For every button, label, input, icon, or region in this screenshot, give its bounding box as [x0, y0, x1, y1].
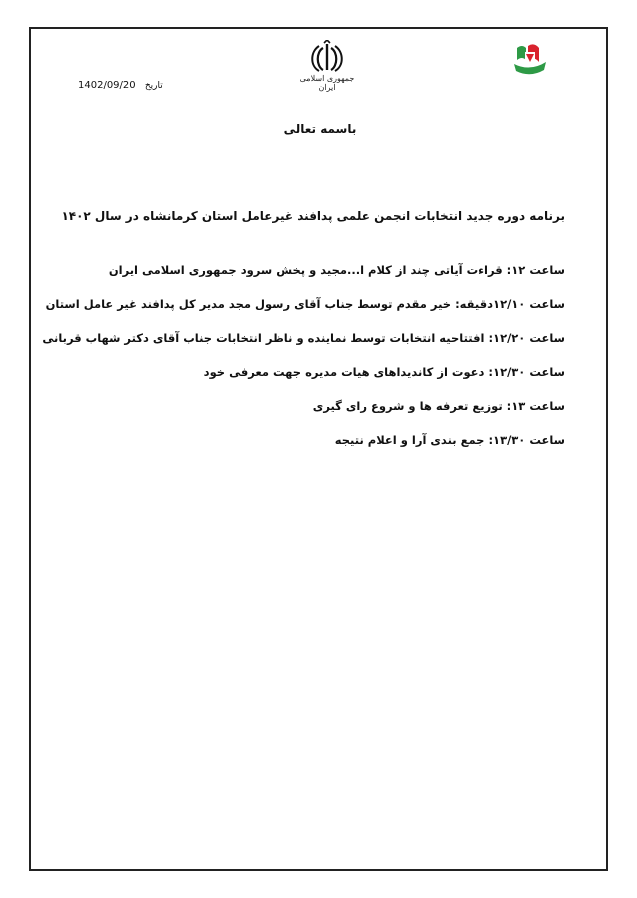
date-label: تاریخ: [144, 81, 163, 91]
passive-defense-logo-icon: [511, 42, 549, 78]
date-line: [78, 80, 163, 91]
basmala-heading: باسمه تعالی: [283, 122, 357, 136]
schedule-list: [42, 261, 565, 465]
schedule-item: ساعت ۱۲/۲۰: افتتاحیه انتخابات توسط نماینده و ناظر انتخابات جناب آقای دکتر شهاب قربانی: [42, 331, 565, 345]
schedule-item: ساعت ۱۲: قراءت آیاتی چند از کلام ا...مجید و پخش سرود جمهوری اسلامی ایران: [108, 263, 565, 277]
schedule-item: ساعت ۱۳/۳۰: جمع بندی آرا و اعلام نتیجه: [334, 433, 565, 447]
schedule-item: ساعت ۱۳: توزیع تعرفه ها و شروع رای گیری: [312, 399, 565, 413]
schedule-item: ساعت ۱۲/۳۰: دعوت از کاندیداهای هیات مدیره جهت معرفی خود: [203, 365, 565, 379]
program-title: برنامه دوره جدید انتخابات انجمن علمی پدافند غیرعامل استان کرمانشاه در سال ۱۴۰۲: [61, 209, 565, 223]
schedule-item: ساعت ۱۲/۱۰دقیقه: خیر مقدم توسط جناب آقای رسول مجد مدیر کل پدافند غیر عامل استان: [45, 297, 565, 311]
date-value: 1402/09/20: [78, 80, 136, 91]
emblem-caption: جمهوری اسلامی ایران: [299, 74, 355, 92]
